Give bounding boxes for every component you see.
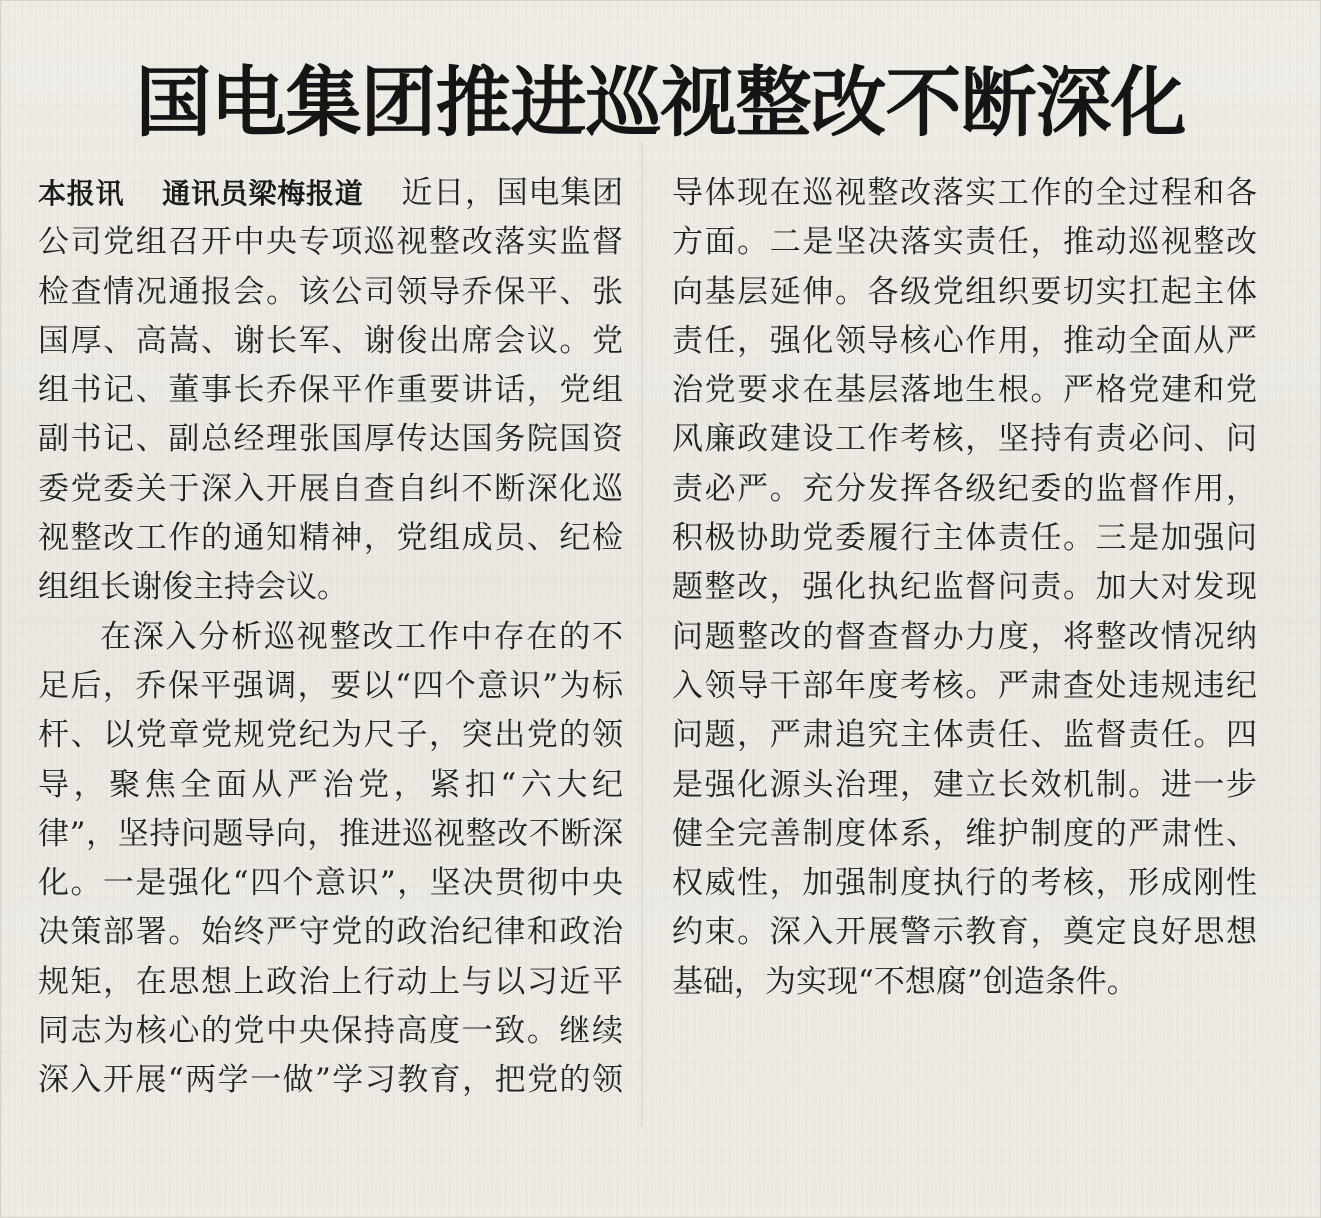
byline-reporter: 通讯员梁梅报道 [161,177,364,210]
byline-source: 本报讯 [38,177,125,210]
paragraph-2: 在深入分析巡视整改工作中存在的不足后，乔保平强调，要以“四个意识”为标杆、以党章党规党纪为尺子，突出党的领导，聚焦全面从严治党，紧扣“六大纪律”，坚持问题导向，推进巡视整改不断深化。一是强化“四个意识”，坚决贯彻中央决策部署。始终严守党的政治纪律和政治规矩，在思想上政治上行动上与以习近平同志为核心的党中央保持高度一致。继续深入开展“两学一做”学习教育，把党的领 [38,618,623,1099]
paragraph-2-continued: 导体现在巡视整改落实工作的全过程和各方面。二是坚决落实责任，推动巡视整改向基层延伸。各级党组织要切实扛起主体责任，强化领导核心作用，推动全面从严治党要求在基层落地生根。严格党建和党风廉政建设工作考核，坚持有责必问、问责必严。充分发挥各级纪委的监督作用，积极协助党委履行主体责任。三是加强问题整改，强化执纪监督问责。加大对发现问题整改的督查督办力度，将整改情况纳入领导干部年度考核。严肃查处违规违纪问题，严肃追究主体责任、监督责任。四是强化源头治理，建立长效机制。进一步健全完善制度体系，维护制度的严肃性、权威性，加强制度执行的考核，形成刚性约束。深入开展警示教育，奠定良好思想基础，为实现“不想腐”创造条件。 [672,175,1257,1000]
headline: 国电集团推进巡视整改不断深化 [135,57,1186,147]
paragraph-1 [38,169,623,613]
article-column-left [38,169,623,1106]
article-column-right [672,169,1257,1007]
column-divider [641,141,643,1127]
paragraph-1-text: 近日，国电集团公司党组召开中央专项巡视整改落实监督检查情况通报会。该公司领导乔保平、张国厚、高嵩、谢长军、谢俊出席会议。党组书记、董事长乔保平作重要讲话，党组副书记、副总经理张国厚传达国务院国资委党委关于深入开展自查自纠不断深化巡视整改工作的通知精神，党组成员、纪检组组长谢俊主持会议。 [38,175,623,606]
